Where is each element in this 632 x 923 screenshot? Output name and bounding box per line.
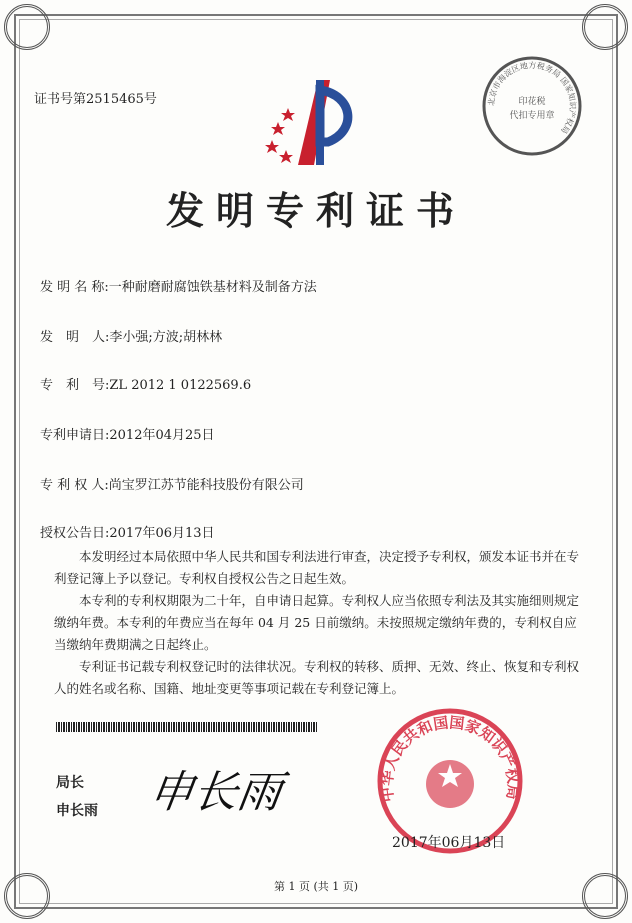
svg-text:北京市海淀区地方税务局 国家知识产权局: 北京市海淀区地方税务局 国家知识产权局 bbox=[486, 60, 578, 136]
paragraph: 本发明经过本局依照中华人民共和国专利法进行审查，决定授予专利权，颁发本证书并在专利登记簿上予以登记。专利权自授权公告之日起生效。 bbox=[54, 549, 580, 586]
issue-date: 2017年06月13日 bbox=[392, 835, 506, 851]
certificate-number: 证书号第2515465号 bbox=[34, 92, 157, 107]
field-grant-date: 授权公告日:2017年06月13日 bbox=[40, 526, 215, 541]
legal-text bbox=[54, 546, 584, 700]
field-application-date: 专利申请日:2012年04月25日 bbox=[40, 428, 215, 443]
tax-stamp bbox=[478, 54, 586, 158]
certificate-title: 发明专利证书 bbox=[165, 188, 466, 233]
svg-text:中华人民共和国国家知识产权局: 中华人民共和国国家知识产权局 bbox=[377, 713, 523, 804]
cnipa-logo-icon bbox=[258, 70, 368, 180]
paragraph: 专利证书记载专利权登记时的法律状况。专利权的转移、质押、无效、终止、恢复和专利权人的姓名或名称、国籍、地址变更等事项记载在专利登记簿上。 bbox=[54, 659, 580, 696]
page-indicator: 第 1 页 (共 1 页) bbox=[273, 880, 359, 893]
svg-text:印花税: 印花税 bbox=[518, 97, 546, 107]
field-inventors: 发 明 人:李小强;方波;胡林林 bbox=[40, 330, 223, 345]
field-invention-name: 发 明 名 称:一种耐磨耐腐蚀铁基材料及制备方法 bbox=[40, 280, 317, 295]
barcode bbox=[56, 722, 318, 732]
svg-text:代扣专用章: 代扣专用章 bbox=[509, 111, 555, 121]
field-patentee: 专 利 权 人:尚宝罗江苏节能科技股份有限公司 bbox=[40, 478, 304, 493]
director-signature: 申长雨 bbox=[145, 767, 285, 818]
director-title: 局长 bbox=[56, 775, 84, 791]
director-name: 申长雨 bbox=[56, 803, 98, 819]
paragraph: 本专利的专利权期限为二十年，自申请日起算。专利权人应当依照专利法及其实施细则规定缴纳年费。本专利的年费应当在每年 04 月 25 日前缴纳。未按照规定缴纳年费的，专利权自应当缴纳年费期满之日起终止。 bbox=[54, 593, 580, 652]
corner-ornament-icon bbox=[4, 4, 50, 50]
field-patent-number: 专 利 号:ZL 2012 1 0122569.6 bbox=[40, 378, 252, 393]
corner-ornament-icon bbox=[582, 4, 628, 50]
